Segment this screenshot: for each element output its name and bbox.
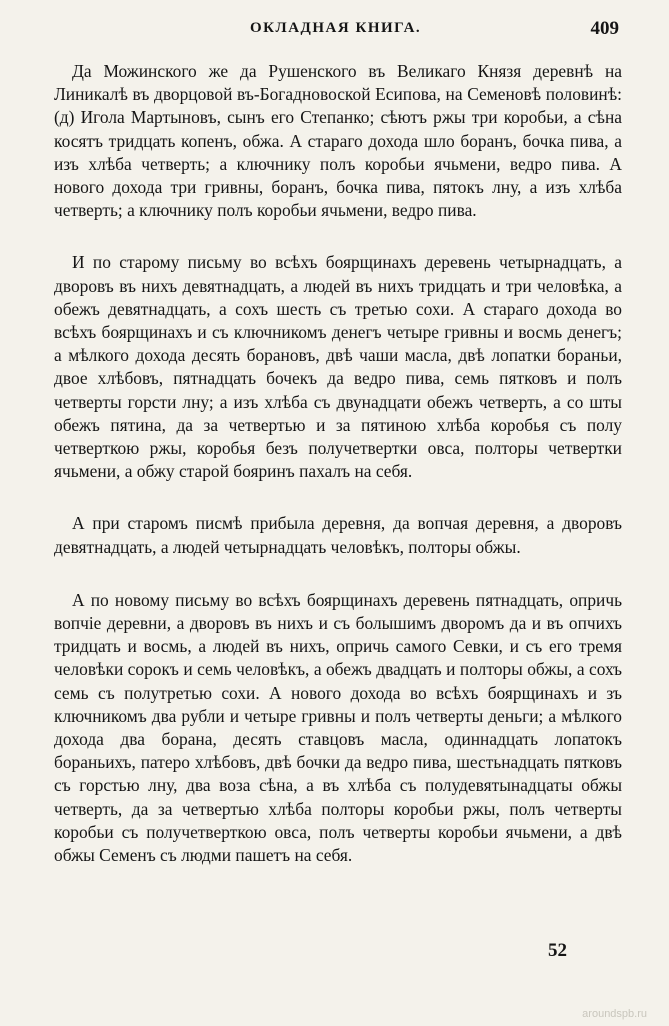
body-text [54,60,622,896]
paragraph: Да Можинского же да Рушенского въ Великаго Князя деревнѣ на Линикалѣ въ дворцовой въ-Богадновоской Есипова, на Семеновѣ половинѣ: (д) Игола Мартыновъ, сынъ его Степанко; сѣютъ ржы три коробьи, а сѣна косятъ тридцать копенъ, обжа. А стараго дохода шло боранъ, бочка пива, а изъ хлѣба четверть; а ключнику полъ коробьи ячьмени, ведро пива. А нового дохода три гривны, боранъ, бочка пива, пятокъ лну, а изъ хлѣба четверть; а ключнику полъ коробьи ячьмени, ведро пива. [54,61,622,221]
paragraph: А при старомъ писмѣ прибыла деревня, да вопчая деревня, а дворовъ девятнадцать, а людей четырнадцать человѣкъ, полторы обжы. [54,513,622,557]
watermark: aroundspb.ru [582,1008,647,1020]
signature-mark: 52 [548,940,567,961]
paragraph: А по новому письму во всѣхъ боярщинахъ деревень пятнадцать, опричь вопчіе деревни, а дворовъ въ нихъ и съ болышимъ дворомъ да и въ опчихъ тридцать и восмь, а людей въ нихъ, опричь самого Севки, и съ его тремя человѣки сорокъ и семь человѣкъ, а обежъ двадцать и полторы обжы, а сохъ семь съ полутретью сохи. А нового дохода во всѣхъ боярщинахъ и зъ ключникомъ два рубли и четыре гривны и полъ четверты деньги; а мѣлкого дохода два борана, десять ставцовъ масла, одиннадцать лопатокъ бораньихъ, патеро хлѣбовъ, двѣ бочки да ведро пива, шестьнадцать пятковъ съ горстью лну, два воза сѣна, а въ хлѣба съ полудевятынадцаты обжы четверть, да за четвертью хлѣба полторы коробьи ржы, полъ четверты коробьи съ получетверткою овса, полъ четверты коробьи ячьмени, а двѣ обжы Семенъ съ людми пашетъ на себя. [54,589,622,866]
page-number: 409 [590,18,619,39]
running-title: ОКЛАДНАЯ КНИГА. [250,20,422,36]
paragraph: И по старому письму во всѣхъ боярщинахъ деревень четырнадцать, а дворовъ въ нихъ девятнадцать, а людей въ нихъ тридцать и три человѣка, а обежъ девятнадцать, а сохъ шесть съ третью сохи. А стараго дохода во всѣхъ боярщинахъ и съ ключникомъ денегъ четыре гривны и восмь денегъ; а мѣлкого дохода десять борановъ, двѣ чаши масла, двѣ лопатки бораньи, двое хлѣбовъ, пятнадцать бочекъ да ведро пива, семь пятковъ и полъ четверты горсти лну; а изъ хлѣба съ двунадцати обежъ четверть, а со шты обежъ пятина, да за четвертью и за пятиною хлѣба коробья съ полу четверткою ржы, коробья безъ получетвертки овса, полторы четвертки ячьмени, а обжу старой бояринъ пахалъ на себя. [54,252,622,482]
running-header [0,18,669,42]
